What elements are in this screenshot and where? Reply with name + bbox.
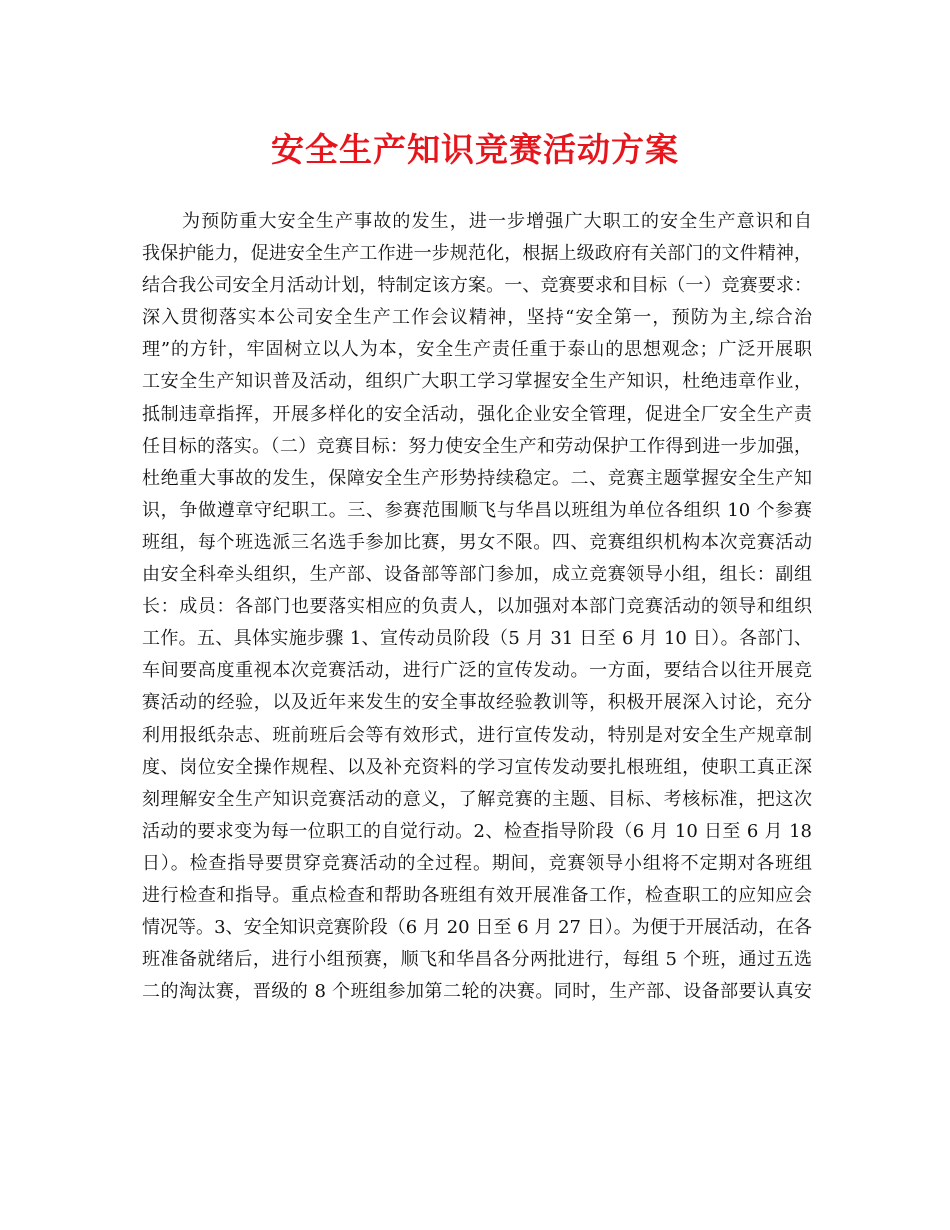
paragraph-line: 我保护能力，促进安全生产工作进一步规范化，根据上级政府有关部门的文件精神， <box>142 243 812 265</box>
paragraph-line: 工安全生产知识普及活动，组织广大职工学习掌握安全生产知识，杜绝违章作业， <box>142 371 812 393</box>
paragraph-line: 情况等。3、安全知识竞赛阶段（6 月 20 日至 6 月 27 日）。为便于开展活动，在各 <box>142 917 812 939</box>
document-title: 安全生产知识竞赛活动方案 <box>271 130 679 169</box>
paragraph-line: 理”的方针，牢固树立以人为本，安全生产责任重于泰山的思想观念；广泛开展职 <box>142 339 812 361</box>
paragraph-line: 度、岗位安全操作规程、以及补充资料的学习宣传发动要扎根班组，使职工真正深 <box>142 756 812 778</box>
document-body <box>142 206 812 1008</box>
paragraph-line: 日）。检查指导要贯穿竞赛活动的全过程。期间，竞赛领导小组将不定期对各班组 <box>142 852 812 874</box>
paragraph-line: 车间要高度重视本次竞赛活动，进行广泛的宣传发动。一方面，要结合以往开展竞 <box>142 660 812 682</box>
paragraph-line: 杜绝重大事故的发生，保障安全生产形势持续稳定。二、竞赛主题掌握安全生产知 <box>142 467 812 489</box>
paragraph-line: 为预防重大安全生产事故的发生，进一步增强广大职工的安全生产意识和自 <box>182 211 812 232</box>
paragraph-line: 班准备就绪后，进行小组预赛，顺飞和华昌各分两批进行，每组 5 个班，通过五选 <box>142 949 812 971</box>
paragraph-line: 进行检查和指导。重点检查和帮助各班组有效开展准备工作，检查职工的应知应会 <box>142 884 812 906</box>
paragraph-line: 二的淘汰赛，晋级的 8 个班组参加第二轮的决赛。同时，生产部、设备部要认真安 <box>142 981 812 1003</box>
paragraph-line: 班组，每个班选派三名选手参加比赛，男女不限。四、竞赛组织机构本次竞赛活动 <box>142 531 812 553</box>
paragraph-line: 任目标的落实。（二）竞赛目标：努力使安全生产和劳动保护工作得到进一步加强， <box>142 435 812 457</box>
paragraph-line: 抵制违章指挥，开展多样化的安全活动，强化企业安全管理，促进全厂安全生产责 <box>142 403 812 425</box>
paragraph-line: 赛活动的经验，以及近年来发生的安全事故经验教训等，积极开展深入讨论，充分 <box>142 692 812 714</box>
paragraph-line: 刻理解安全生产知识竞赛活动的意义，了解竞赛的主题、目标、考核标准，把这次 <box>142 788 812 810</box>
paragraph-line: 工作。五、具体实施步骤 1、宣传动员阶段（5 月 31 日至 6 月 10 日）。各部门、 <box>142 628 812 650</box>
paragraph-line: 结合我公司安全月活动计划，特制定该方案。一、竞赛要求和目标（一）竞赛要求： <box>142 275 812 297</box>
paragraph-line: 活动的要求变为每一位职工的自觉行动。2、检查指导阶段（6 月 10 日至 6 月 18 <box>142 820 812 842</box>
paragraph-line: 识，争做遵章守纪职工。三、参赛范围顺飞与华昌以班组为单位各组织 10 个参赛 <box>142 499 812 521</box>
paragraph-line: 由安全科牵头组织，生产部、设备部等部门参加，成立竞赛领导小组，组长：副组 <box>142 564 812 586</box>
paragraph-line: 利用报纸杂志、班前班后会等有效形式，进行宣传发动，特别是对安全生产规章制 <box>142 724 812 746</box>
paragraph-line: 深入贯彻落实本公司安全生产工作会议精神，坚持“安全第一，预防为主,综合治 <box>142 307 812 329</box>
paragraph-line: 长：成员：各部门也要落实相应的负责人，以加强对本部门竞赛活动的领导和组织 <box>142 596 812 618</box>
